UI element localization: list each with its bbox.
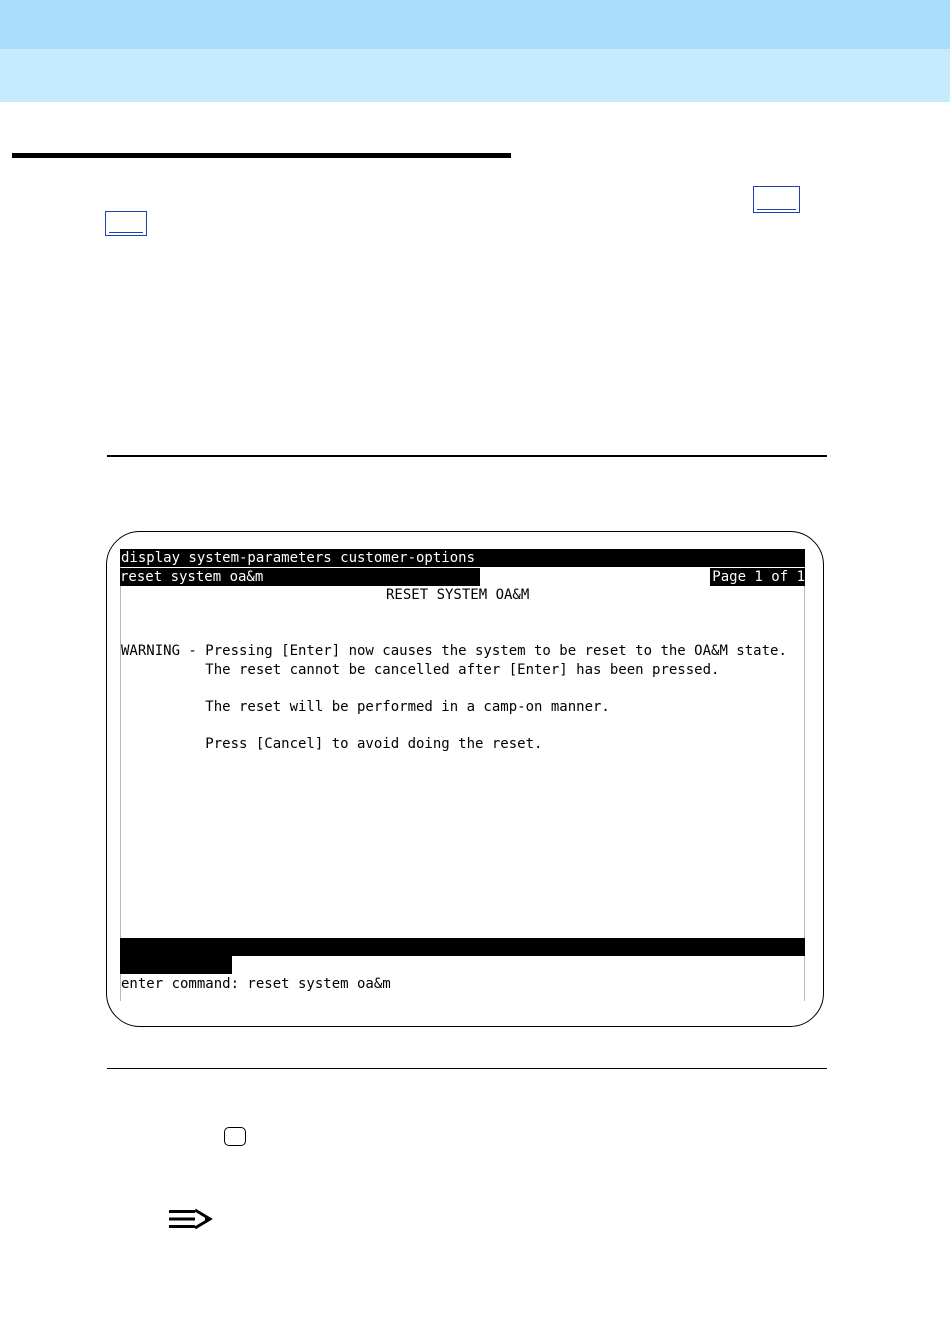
- figure-top-rule: [107, 455, 827, 457]
- warning-text-line-2: The reset cannot be cancelled after [Enter] has been pressed.: [121, 662, 720, 678]
- terminal-screen: [120, 549, 805, 1004]
- cross-reference-link[interactable]: [753, 186, 800, 213]
- cross-reference-link-continued[interactable]: [105, 211, 147, 236]
- header-band-bottom: [0, 49, 950, 102]
- section-heading-rule: [12, 153, 511, 158]
- previous-command-text: display system-parameters customer-options: [121, 550, 476, 566]
- status-bar-segment: [120, 956, 232, 974]
- figure-bottom-rule: [107, 1068, 827, 1069]
- camp-on-text: The reset will be performed in a camp-on manner.: [121, 699, 610, 715]
- header-band-top: [0, 0, 950, 49]
- screen-right-edge: [804, 549, 805, 1001]
- form-title: RESET SYSTEM OA&M: [386, 587, 530, 603]
- message-bar: [120, 938, 805, 956]
- cancel-instruction-text: Press [Cancel] to avoid doing the reset.: [121, 736, 543, 752]
- keyboard-key-icon: [224, 1127, 246, 1146]
- note-pencil-icon: [168, 1208, 214, 1230]
- command-prompt[interactable]: enter command: reset system oa&m: [121, 976, 391, 992]
- page-indicator: Page 1 of 1: [712, 569, 805, 585]
- screen-left-edge: [120, 549, 121, 1001]
- warning-text-line-1: WARNING - Pressing [Enter] now causes the system to be reset to the OA&M state.: [121, 643, 787, 659]
- form-command-label: reset system oa&m: [120, 568, 480, 586]
